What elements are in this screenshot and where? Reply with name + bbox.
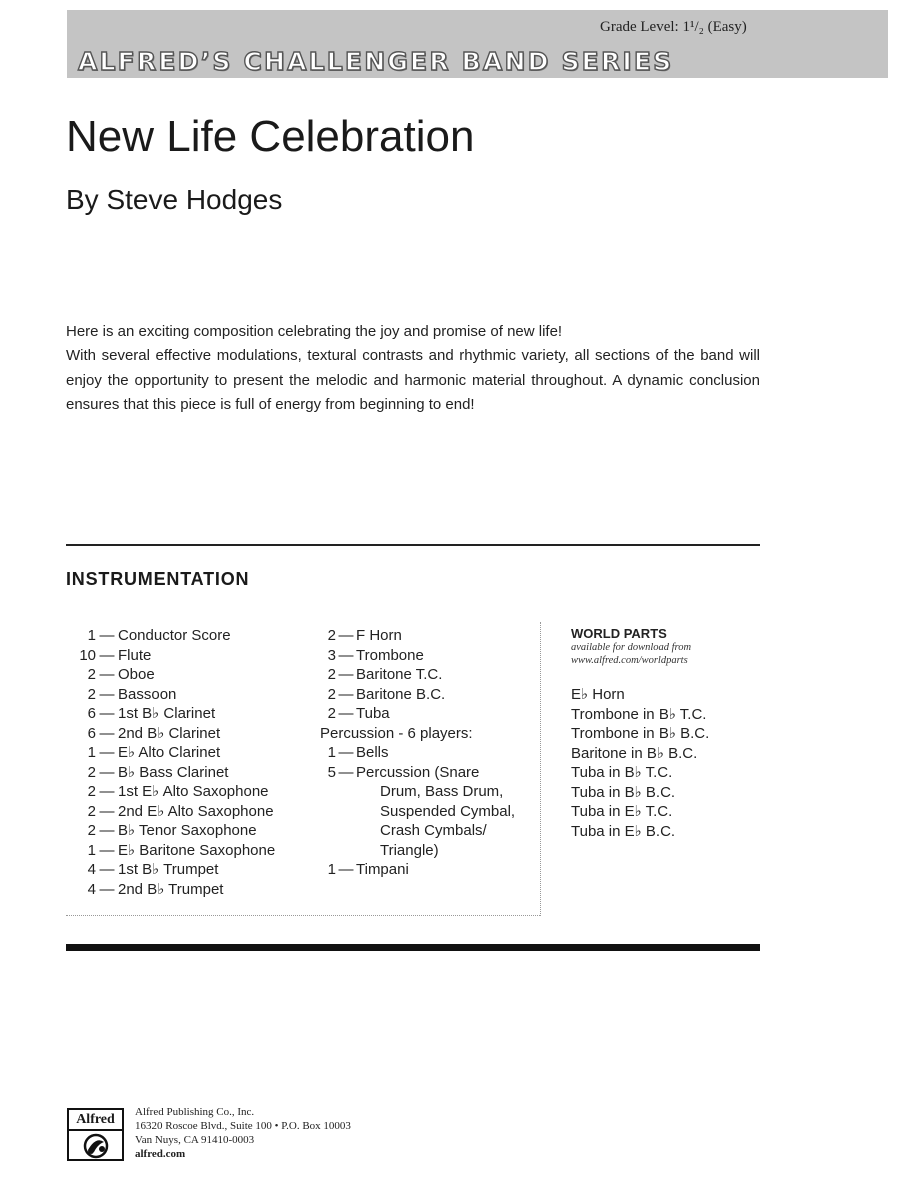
instrument-name: E♭ Baritone Saxophone <box>118 841 276 859</box>
instrument-quantity: 1 <box>87 627 96 644</box>
series-title: ALFRED’S CHALLENGER BAND SERIES <box>78 47 674 76</box>
dash-separator: — <box>99 724 115 742</box>
dash-separator: — <box>99 802 115 820</box>
instrument-row <box>320 743 515 763</box>
instrument-row <box>72 860 275 880</box>
dash-separator: — <box>338 861 354 878</box>
instrument-quantity: 4 <box>87 861 96 878</box>
instrument-quantity: 1 <box>327 861 336 878</box>
instrument-name: 2nd E♭ Alto Saxophone <box>118 802 274 820</box>
publisher-info <box>135 1105 351 1161</box>
instrument-quantity: 4 <box>87 880 96 898</box>
instrument-quantity: 2 <box>327 705 336 722</box>
instrument-row <box>320 860 515 880</box>
dash-separator: — <box>99 841 115 859</box>
instrument-name: B♭ Bass Clarinet <box>118 763 229 781</box>
dash-separator: — <box>338 705 354 722</box>
dash-separator: — <box>99 705 115 722</box>
instrumentation-heading: INSTRUMENTATION <box>66 569 250 589</box>
instrument-row <box>320 665 515 685</box>
world-part-item: Baritone in B♭ B.C. <box>571 744 698 762</box>
instrument-row <box>72 724 275 744</box>
alfred-logo <box>67 1108 124 1161</box>
dash-separator: — <box>338 627 354 644</box>
instrument-row <box>320 626 515 646</box>
dash-separator: — <box>99 861 115 878</box>
dotted-border-bottom <box>66 915 540 917</box>
instrument-quantity: 1 <box>87 841 96 859</box>
instrument-quantity: 2 <box>327 685 336 703</box>
instrument-name: Tuba <box>356 705 390 722</box>
instrument-name: Bassoon <box>118 685 177 703</box>
instrument-quantity: 5 <box>327 763 336 781</box>
instrument-quantity: 2 <box>327 666 336 683</box>
instrument-quantity: 1 <box>327 744 336 761</box>
description <box>66 320 760 418</box>
dash-separator: — <box>99 880 115 898</box>
instrument-row <box>320 704 515 724</box>
instrument-name: Flute <box>118 646 152 664</box>
world-parts-list <box>571 685 709 841</box>
instrument-row <box>72 665 275 685</box>
instrumentation-column-2 <box>320 626 515 880</box>
instrument-name: E♭ Alto Clarinet <box>118 744 221 761</box>
instrument-quantity: 6 <box>87 724 96 742</box>
instrument-name: 1st B♭ Clarinet <box>118 705 216 722</box>
grade-level: Grade Level: 1¹/₂ (Easy) <box>600 19 747 35</box>
world-part-item: Trombone in B♭ B.C. <box>571 725 710 742</box>
dash-separator: — <box>338 666 354 683</box>
publisher-address-1: 16320 Roscoe Blvd., Suite 100 • P.O. Box 10003 <box>135 1120 351 1132</box>
instrument-name: Bells <box>356 744 389 761</box>
instrument-quantity: 6 <box>87 705 96 722</box>
publisher-website: alfred.com <box>135 1148 186 1160</box>
instrument-name: Trombone <box>356 646 424 664</box>
world-part-item: Tuba in B♭ B.C. <box>571 783 676 801</box>
dash-separator: — <box>338 763 354 781</box>
world-parts-subtitle-2: www.alfred.com/worldparts <box>571 655 688 666</box>
dash-separator: — <box>99 627 115 644</box>
publisher-name: Alfred Publishing Co., Inc. <box>135 1106 255 1118</box>
instrument-quantity: 1 <box>87 744 96 761</box>
description-line-1: Here is an exciting composition celebrating the joy and promise of new life! <box>66 323 563 340</box>
instrument-name: Percussion (Snare <box>356 763 480 781</box>
instrument-row <box>72 704 275 724</box>
divider-thick <box>66 944 760 951</box>
world-parts <box>571 626 709 841</box>
description-paragraph-2: With several effective modulations, textural contrasts and rhythmic variety, all sections of the band will enjoy the opportunity to present the melodic and harmonic material throughout. A dynamic conclusion ensures that this piece is full of energy from beginning to end! <box>66 347 760 414</box>
dotted-border-right <box>540 622 542 916</box>
instrument-name: 2nd B♭ Trumpet <box>118 880 224 898</box>
dash-separator: — <box>99 685 115 703</box>
instrument-name: 2nd B♭ Clarinet <box>118 724 221 742</box>
composer-byline: By Steve Hodges <box>66 184 283 215</box>
alfred-logo-emblem-icon <box>69 1131 122 1161</box>
percussion-continued-line: Triangle) <box>380 841 439 859</box>
world-part-item: Tuba in E♭ T.C. <box>571 803 673 820</box>
dash-separator: — <box>338 744 354 761</box>
dash-separator: — <box>338 685 354 703</box>
instrument-name: Baritone B.C. <box>356 685 446 703</box>
instrument-row <box>320 685 515 705</box>
instrument-quantity: 2 <box>87 822 96 839</box>
instrument-name: B♭ Tenor Saxophone <box>118 822 257 839</box>
instrument-quantity: 2 <box>87 802 96 820</box>
instrument-name: Timpani <box>356 861 409 878</box>
instrument-name: F Horn <box>356 627 402 644</box>
instrument-name: Conductor Score <box>118 627 231 644</box>
world-part-item: E♭ Horn <box>571 686 625 703</box>
dash-separator: — <box>99 822 115 839</box>
instrument-name: 1st B♭ Trumpet <box>118 861 219 878</box>
percussion-continued-line: Suspended Cymbal, <box>380 802 516 820</box>
world-part-item: Trombone in B♭ T.C. <box>571 705 707 723</box>
dash-separator: — <box>338 646 354 664</box>
world-part-item: Tuba in B♭ T.C. <box>571 764 673 781</box>
instrument-quantity: 2 <box>87 763 96 781</box>
instrument-quantity: 2 <box>87 783 96 800</box>
instrument-row <box>72 880 275 900</box>
world-parts-subtitle-1: available for download from <box>571 642 692 653</box>
instrumentation-column-1 <box>72 626 275 899</box>
instrument-row <box>72 763 275 783</box>
instrument-row <box>72 743 275 763</box>
dash-separator: — <box>99 646 115 664</box>
divider-thin <box>66 544 760 546</box>
page-title: New Life Celebration <box>66 112 475 161</box>
instrument-row <box>72 841 275 861</box>
instrument-row <box>72 646 275 666</box>
instrument-row <box>72 685 275 705</box>
percussion-label: Percussion - 6 players: <box>320 724 473 742</box>
dash-separator: — <box>99 763 115 781</box>
dash-separator: — <box>99 666 115 683</box>
instrument-quantity: 3 <box>327 646 336 664</box>
world-part-item: Tuba in E♭ B.C. <box>571 822 676 840</box>
alfred-logo-text: Alfred <box>69 1110 122 1131</box>
dash-separator: — <box>99 783 115 800</box>
percussion-continued-line: Drum, Bass Drum, <box>380 783 504 800</box>
instrument-name: Baritone T.C. <box>356 666 443 683</box>
instrument-row <box>72 782 275 802</box>
dash-separator: — <box>99 744 115 761</box>
instrument-name: Oboe <box>118 666 155 683</box>
instrument-row <box>320 646 515 666</box>
instrument-quantity: 2 <box>87 685 96 703</box>
instrument-quantity: 2 <box>87 666 96 683</box>
instrument-row <box>320 763 515 783</box>
instrument-row <box>72 802 275 822</box>
publisher-address-2: Van Nuys, CA 91410-0003 <box>135 1134 255 1146</box>
instrument-quantity: 2 <box>327 627 336 644</box>
world-parts-heading: WORLD PARTS <box>571 626 667 641</box>
instrument-name: 1st E♭ Alto Saxophone <box>118 783 269 800</box>
instrument-row <box>72 821 275 841</box>
instrument-row <box>72 626 275 646</box>
instrument-quantity: 10 <box>79 646 96 664</box>
percussion-continued-line: Crash Cymbals/ <box>380 822 487 839</box>
